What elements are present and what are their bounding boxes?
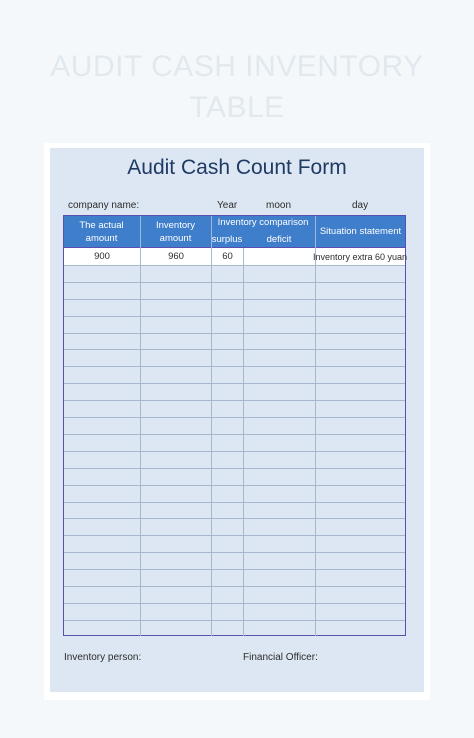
cell-situation-statement: Inventory extra 60 yuan: [312, 251, 408, 262]
row-divider: [64, 586, 405, 587]
cell-deficit: [244, 249, 315, 264]
header-inventory-comparison: Inventory comparison: [217, 217, 309, 228]
row-divider: [64, 282, 405, 283]
header-situation-statement: Situation statement: [319, 226, 402, 237]
cell-surplus: 60: [222, 250, 233, 262]
row-divider: [64, 349, 405, 350]
row-divider: [64, 620, 405, 621]
row-divider: [64, 569, 405, 570]
column-divider: [211, 248, 212, 636]
company-name-label: company name:: [68, 200, 140, 211]
row-divider: [64, 400, 405, 401]
row-divider: [64, 366, 405, 367]
row-divider: [64, 502, 405, 503]
cell-inventory-amount: 960: [168, 250, 184, 262]
row-divider: [64, 333, 405, 334]
month-label: moon: [266, 200, 292, 211]
header-inventory-amount: Inventory amount: [155, 219, 196, 244]
page-title-line-2: TABLE: [189, 91, 285, 124]
financial-officer-label: Financial Officer:: [243, 652, 318, 663]
row-divider: [64, 603, 405, 604]
column-divider: [243, 248, 244, 636]
page-title-line-1: AUDIT CASH INVENTORY: [50, 50, 424, 83]
form-title: Audit Cash Count Form: [127, 156, 347, 179]
row-divider: [64, 265, 405, 266]
table-body: [63, 248, 406, 636]
row-divider: [64, 451, 405, 452]
row-divider: [64, 518, 405, 519]
row-divider: [64, 468, 405, 469]
header-surplus: surplus: [211, 234, 243, 245]
header-actual-amount: The actual amount: [79, 219, 124, 244]
row-divider: [64, 316, 405, 317]
day-label: day: [352, 200, 369, 211]
row-divider: [64, 552, 405, 553]
row-divider: [64, 535, 405, 536]
inventory-person-label: Inventory person:: [64, 652, 142, 663]
row-divider: [64, 485, 405, 486]
column-divider: [140, 248, 141, 636]
year-label: Year: [217, 200, 238, 211]
row-divider: [64, 383, 405, 384]
row-divider: [64, 299, 405, 300]
column-divider: [315, 248, 316, 636]
cell-actual-amount: 900: [94, 250, 110, 262]
row-divider: [64, 417, 405, 418]
row-divider: [64, 434, 405, 435]
header-deficit: deficit: [266, 234, 292, 245]
